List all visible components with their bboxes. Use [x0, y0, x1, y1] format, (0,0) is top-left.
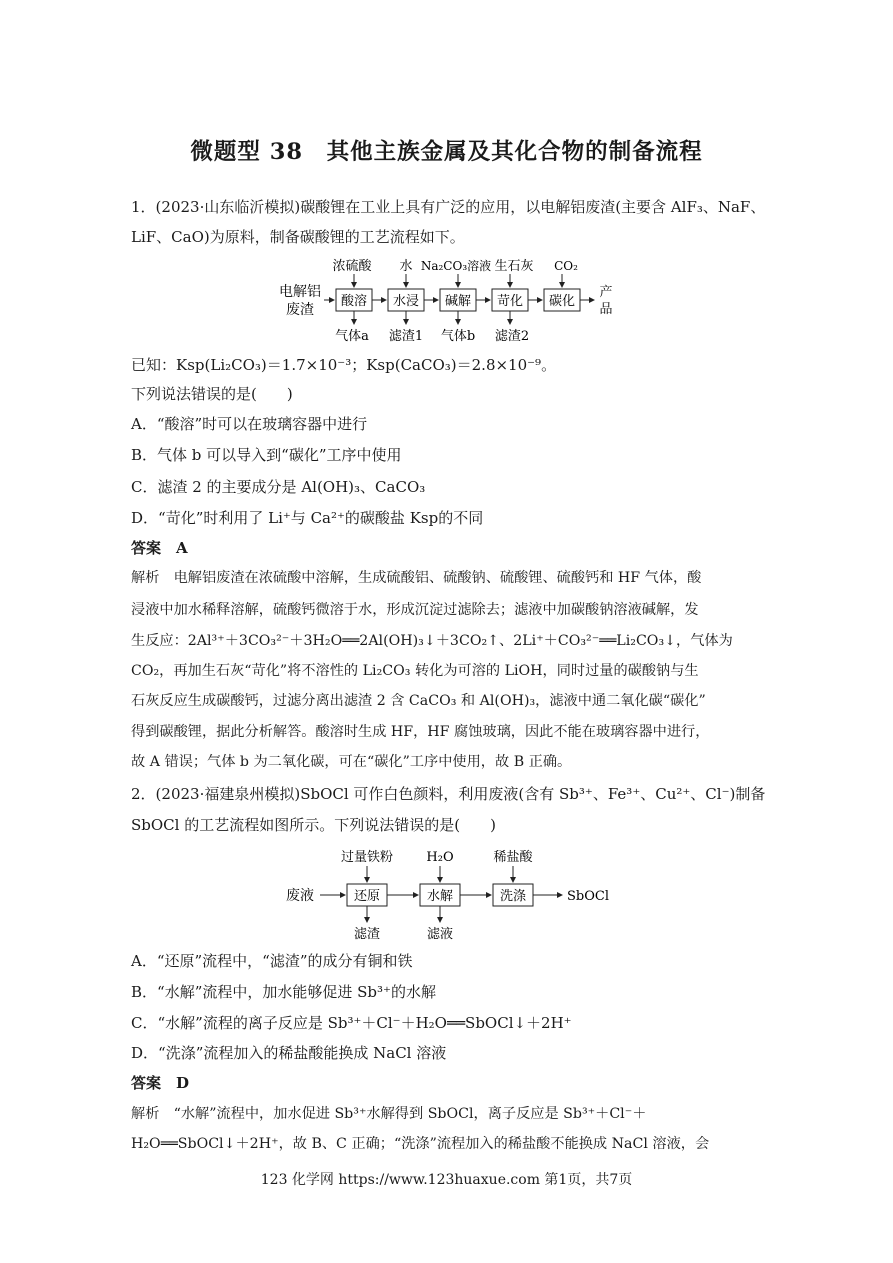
page-footer: 123 化学网 https://www.123huaxue.com 第1页，共7页	[260, 1172, 633, 1188]
q1-flow-step-2: 水浸	[392, 294, 420, 309]
q1-flow-input-line2: 废渣	[286, 302, 314, 318]
q2-flow-step-3: 洗涤	[499, 889, 527, 904]
q1-question-prompt: 下列说法错误的是( )	[131, 385, 293, 403]
q1-flow-diagram	[270, 254, 630, 350]
q1-flow-step-5: 碳化	[548, 294, 576, 309]
q1-option-a: A．“酸溶”时可以在玻璃容器中进行	[131, 415, 368, 433]
q2-flow-step-2: 水解	[426, 889, 454, 904]
q2-stem-line-2: SbOCl 的工艺流程如图所示。下列说法错误的是( )	[131, 816, 496, 834]
q1-stem-line-1: 1．(2023·山东临沂模拟)碳酸锂在工业上具有广泛的应用，以电解铝废渣(主要含 AlF₃、NaF、	[131, 198, 766, 216]
q1-flow-step-3: 碱解	[444, 294, 472, 309]
q2-flow-output-1: 滤渣	[353, 927, 381, 942]
q1-flow-output-4: 滤渣2	[494, 329, 530, 344]
q1-analysis-line: 解析 电解铝废渣在浓硫酸中溶解，生成硫酸铝、硫酸钠、硫酸锂、硫酸钙和 HF 气体，酸	[131, 570, 702, 586]
q2-flow-output-2: 滤液	[426, 927, 454, 942]
q2-flow-step-1: 还原	[353, 889, 381, 904]
q1-flow-reagent-5: CO₂	[554, 259, 578, 273]
q2-flow-reagent-3: 稀盐酸	[493, 850, 533, 865]
q2-option-c: C．“水解”流程的离子反应是 Sb³⁺＋Cl⁻＋H₂O══SbOCl↓＋2H⁺	[131, 1014, 572, 1032]
q1-answer: 答案 A	[131, 539, 188, 557]
q1-flow-product-line2: 品	[599, 302, 613, 317]
q1-analysis-line: 得到碳酸锂，据此分析解答。酸溶时生成 HF，HF 腐蚀玻璃，因此不能在玻璃容器中进行，	[131, 724, 710, 740]
q1-option-b: B．气体 b 可以导入到“碳化”工序中使用	[131, 446, 402, 464]
q1-flow-reagent-3: Na₂CO₃溶液	[420, 259, 492, 273]
q1-option-d: D．“苛化”时利用了 Li⁺与 Ca²⁺的碳酸盐 Ksp的不同	[131, 509, 484, 527]
q2-flow-reagent-2: H₂O	[426, 850, 454, 865]
q1-flow-product-line1: 产	[599, 285, 613, 300]
q2-flow-input: 废液	[286, 888, 314, 904]
q1-stem-line-2: LiF、CaO)为原料，制备碳酸锂的工艺流程如下。	[131, 228, 465, 246]
q2-analysis-line: H₂O══SbOCl↓＋2H⁺，故 B、C 正确；“洗涤”流程加入的稀盐酸不能换成 NaCl 溶液，会	[131, 1136, 710, 1152]
q2-flow-reagent-1: 过量铁粉	[340, 850, 394, 865]
q1-flow-step-4: 苛化	[496, 294, 524, 309]
q1-flow-output-2: 滤渣1	[388, 329, 424, 344]
q1-analysis-line: 浸液中加水稀释溶解，硫酸钙微溶于水，形成沉淀过滤除去；滤液中加碳酸钠溶液碱解，发	[131, 602, 699, 618]
q2-flow-diagram	[282, 844, 622, 944]
q2-answer: 答案 D	[131, 1074, 190, 1092]
q1-flow-output-1: 气体a	[335, 329, 369, 344]
q1-flow-reagent-1: 浓硫酸	[332, 259, 372, 274]
q1-flow-reagent-4: 生石灰	[494, 259, 534, 274]
q1-flow-input-line1: 电解铝	[279, 284, 321, 300]
q2-option-d: D．“洗涤”流程加入的稀盐酸能换成 NaCl 溶液	[131, 1044, 447, 1062]
q1-analysis-line: CO₂，再加生石灰“苛化”将不溶性的 Li₂CO₃ 转化为可溶的 LiOH，同时过量的碳酸钠与生	[131, 663, 699, 679]
q1-analysis-line: 生反应：2Al³⁺＋3CO₃²⁻＋3H₂O══2Al(OH)₃↓＋3CO₂↑、2Li⁺＋CO₃²⁻══Li₂CO₃↓，气体为	[131, 633, 733, 649]
q1-analysis-line: 故 A 错误；气体 b 为二氧化碳，可在“碳化”工序中使用，故 B 正确。	[131, 754, 572, 770]
q2-analysis-line: 解析 “水解”流程中，加水促进 Sb³⁺水解得到 SbOCl，离子反应是 Sb³⁺＋Cl⁻＋	[131, 1106, 647, 1122]
q2-option-b: B．“水解”流程中，加水能够促进 Sb³⁺的水解	[131, 983, 436, 1001]
q1-known-constants: 已知：Ksp(Li₂CO₃)＝1.7×10⁻³；Ksp(CaCO₃)＝2.8×10⁻⁹。	[131, 356, 557, 374]
q1-flow-reagent-2: 水	[399, 259, 413, 274]
q2-stem-line-1: 2．(2023·福建泉州模拟)SbOCl 可作白色颜料，利用废液(含有 Sb³⁺、Fe³⁺、Cu²⁺、Cl⁻)制备	[131, 785, 766, 803]
q1-analysis-line: 石灰反应生成碳酸钙，过滤分离出滤渣 2 含 CaCO₃ 和 Al(OH)₃，滤液中通二氧化碳“碳化”	[131, 693, 706, 709]
q2-option-a: A．“还原”流程中，“滤渣”的成分有铜和铁	[131, 952, 413, 970]
q1-flow-step-1: 酸溶	[340, 294, 368, 309]
q1-option-c: C．滤渣 2 的主要成分是 Al(OH)₃、CaCO₃	[131, 478, 426, 496]
q1-flow-output-3: 气体b	[440, 329, 476, 344]
q2-flow-product: SbOCl	[567, 889, 609, 904]
page-title: 微题型 38 其他主族金属及其化合物的制备流程	[190, 139, 703, 165]
